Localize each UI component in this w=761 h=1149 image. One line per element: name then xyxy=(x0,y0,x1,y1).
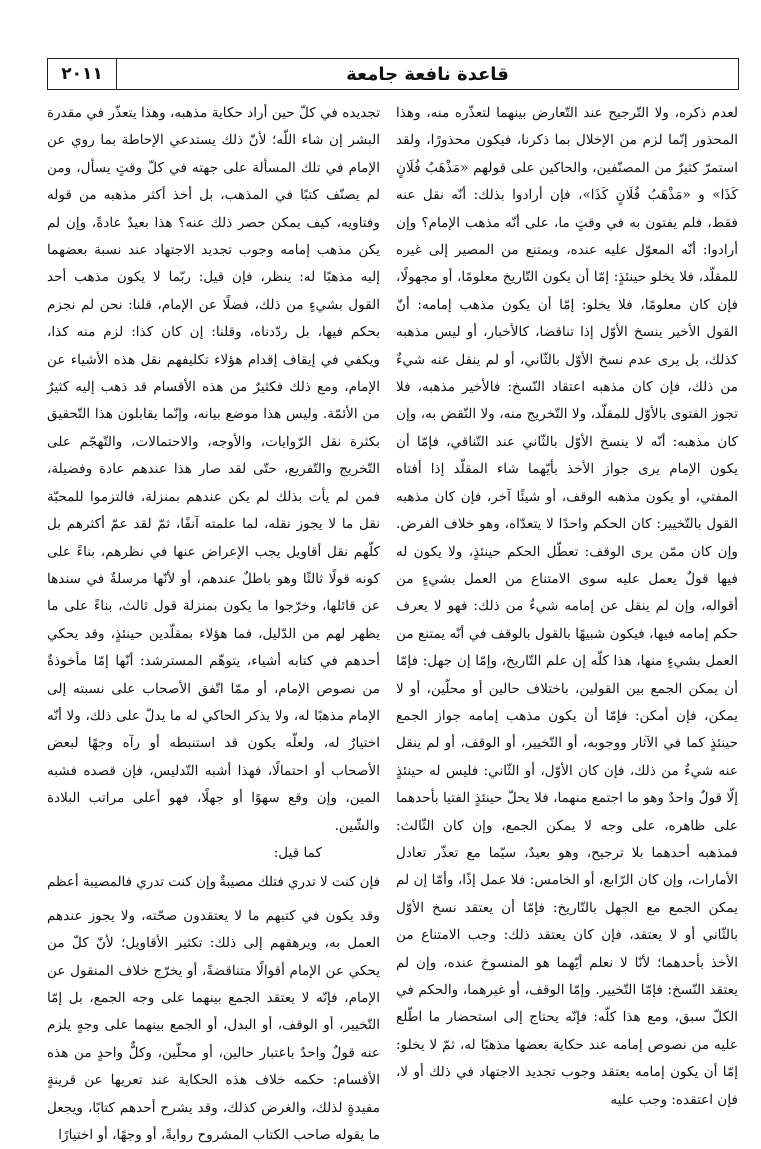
verse-first-hemistich: فإن كنت لا تدري فتلك مصيبةٌ xyxy=(219,875,380,891)
left-paragraph-1: تجديده في كلّ حين أراد حكاية مذهبه، وهذا يتعذّر في مقدرة البشر إن شاء اللّه؛ لأنّ ذلك يستدعي الإحاطة بما روي عن الإمام في تلك المسألة على جهته في كلّ وقتٍ يسأل، ومن لم يصنّف كتبًا في المذهب، بل أخذ أكثر مذهبه من قوله وفتاويه، كيف يمكن حصر ذلك عنه؟ هذا بعيدٌ عادةً، وإن لم يكن مذهب إمامه وجوب تجديد الاجتهاد عند نسبة بعضهما إليه مذهبًا له: ينظر، فإن قيل: ربّما لا يكون مذهب أحد القول بشيءٍ من ذلك، فضلًا عن الإمام، قلنا: نحن لم نجزم بحكم فيها، بل ردّدناه، وقلنا: إن كان كذا: لزم منه كذا، ويكفي في إيقاف إقدام هؤلاء تكليفهم نقل هذه الأشياء عن الإمام، ومع ذلك فكثيرٌ من هذه الأقسام قد ذهب إليه كثيرٌ من الأئمّة. وليس هذا موضع بيانه، وإنّما يقابلون هذا التّحقيق بكثرة نقل الرّوايات، والأوجه، والاحتمالات، والتّهجّم على التّخريج والتّفريع، حتّى لقد صار هذا عندهم عادة وفضيلة، فمن لم يأت بذلك لم يكن عندهم بمنزلة، فالتزموا للمحبّة نقل ما لا يجوز نقله، لما علمته آنفًا، ثمّ لقد عمّ أكثرهم بل كلّهم نقل أقاويل يجب الإعراض عنها في نظرهم، بناءً على كونه قولًا ثالثًا وهو باطلٌ عندهم، أو لأنّها مرسلةٌ في سندها عن قائلها، وخرّجوا ما يكون بمنزلة قول ثالث، بناءً على ما يظهر لهم من الدّليل، فما هؤلاء بمقلّدين حينئذٍ، وقد يحكي أحدهم في كتابه أشياء، يتوهّم المسترشد: أنّها إمّا مأخوذةٌ من نصوص الإمام، أو ممّا اتّفق الأصحاب على نسبته إلى الإمام مذهبًا له، ولا يذكر الحاكي له ما يدلّ على ذلك، ولا أنّه اختيارٌ له، ولعلّه يكون قد استنبطه أو رآه وجهًا لبعض الأصحاب أو احتمالًا، فهذا أشبه التّدليس، فإن قصده فشبه المين، وإن وقع سهوًا أو جهلًا، فهو أعلى مراتب البلادة والشّين. xyxy=(47,105,380,834)
verse-intro: كما قيل: xyxy=(273,844,322,861)
left-text-column xyxy=(47,100,380,1144)
left-paragraph-2: وقد يكون في كتبهم ما لا يعتقدون صحّته، ولا يجوز عندهم العمل به، ويرهقهم إلى ذلك: تكثير الأقاويل؛ لأنّ كلّ من يحكي عن الإمام أقوالًا متناقضةً، أو يخرّج خلاف المنقول عن الإمام، فإنّه لا يعتقد الجمع بينهما على وجه الجمع، بل إمّا التّخيير، أو الوقف، أو البدل، أو الجمع بينهما على وجهٍ يلزم عنه قولٌ واحدٌ باعتبار حالين، أو محلّين، وكلٌّ واحدٍ من هذه الأقسام: حكمه خلاف هذه الحكاية عند تعريها عن قرينةٍ مفيدةٍ لذلك، والغرض كذلك، وقد يشرح أحدهم كتابًا، ويجعل ما يقوله صاحب الكتاب المشروح روايةً، أو وجهًا، أو اختيارًا xyxy=(47,907,380,1144)
page-header xyxy=(47,58,739,90)
right-column-text: لعدم ذكره، ولا التّرجيح عند التّعارض بينهما لتعذّره منه، وهذا المحذور إنّما لزم من الإخلال بما ذكرنا، فيكون محذورًا، ولقد استمرّ كثيرٌ من المصنّفين، والحاكين على قولهم «مَذْهَبُ فُلَانٍ كَذَا» و «مَذْهَبُ فُلَانٍ كَذَا»، فإن أرادوا بذلك: أنّه نقل عنه فقط، فلم يفتون به في وقتٍ ما، على أنّه مذهب الإمام؟ وإن أرادوا: أنّه المعوّل عليه عنده، ويمتنع من المصير إلى غيره للمقلّد، فلا يخلو حينئذٍ: إمّا أن يكون التّاريخ معلومًا، أو مجهولًا، فإن كان معلومًا، فلا يخلو: إمّا أن يكون مذهب إمامه: أنّ القول الأخير ينسخ الأوّل إذا تناقضا، كالأخبار، أو ليس مذهبه كذلك، بل يرى عدم نسخ الأوّل بالثّاني، أو لم ينقل عنه شيءٌ من ذلك، فإن كان مذهبه اعتقاد النّسخ: فالأخير مذهبه، فلا تجوز الفتوى بالأوّل للمقلّد، ولا التّخريج منه، ولا النّقض به، وإن كان مذهبه: أنّه لا ينسخ الأوّل بالثّاني عند التّناقي، فإمّا أن يكون الإمام يرى جواز الأخذ بأيّهما شاء المقلّد إذا أفتاه المفتي، أو يكون مذهبه الوقف، أو شيئًا آخر، فإن كان مذهبه القول بالتّخيير: كان الحكم واحدًا لا يتعدّاه، وهو خلاف الفرض. وإن كان ممّن يرى الوقف: تعطّل الحكم حينئذٍ، ولا يكون له فيها قولٌ يعمل عليه سوى الامتناع من العمل بشيءٍ من أقواله، وإن لم ينقل عن إمامه شيءٌ من ذلك: فهو لا يعرف حكم إمامه فيها، فيكون شبيهًا بالقول بالوقف في أنّه يمتنع من العمل بشيءٍ منها، هذا كلّه إن علم التّاريخ، وإمّا إن جهل: فإمّا أن يمكن الجمع بين القولين، باختلاف حالين أو محلّين، أو لا يمكن، فإن أمكن: فإمّا أن يكون مذهب إمامه جواز الجمع حينئذٍ كما في الآثار ووجوبه، أو التّخيير، أو الوقف، أو لم ينقل عنه شيءٌ من ذلك، فإن كان الأوّل، أو الثّاني: فليس له حينئذٍ إلّا قولٌ واحدٌ وهو ما اجتمع منهما، فلا يحلّ حينئذٍ الفتيا بأحدهما على ظاهره، على وجه لا يمكن الجمع، وإن كان الثّالث: فمذهبه أحدهما بلا ترجيح، وهو بعيدٌ، سيّما مع تعذّر تعادل الأمارات، وإن كان الرّابع، أو الخامس: فلا عمل إذًا، وأمّا إن لم يمكن الجمع مع الجهل بالتّاريخ: فإمّا أن يعتقد نسخ الأوّل بالثّاني أو لا يعتقد، فإن كان يعتقد ذلك: وجب الامتناع من الأخذ بأحدهما؛ لأنّا لا نعلم أيّهما هو المنسوخ عنده، وإن لم يعتقد النّسخ: فإمّا التّخيير. وإمّا الوقف، أو غيرهما، والحكم في الكلّ سبق، ومع هذا كلّه: فإنّه يحتاج إلى استحضار ما اطّلع عليه من نصوص إمامه عند حكاية بعضها مذهبًا له، ثمّ لا يخلو: إمّا أن يكون إمامه يعتقد وجوب تجديد الاجتهاد في ذلك أو لا، فإن اعتقده: وجب عليه xyxy=(396,105,738,1108)
page-number: ٢٠١١ xyxy=(48,59,117,89)
running-title: قاعدة نافعة جامعة xyxy=(346,63,509,85)
right-text-column xyxy=(396,100,738,1108)
verse-second-hemistich: وإن كنت تدري فالمصيبة أعظم xyxy=(47,875,217,891)
poetry-verse xyxy=(47,869,380,896)
